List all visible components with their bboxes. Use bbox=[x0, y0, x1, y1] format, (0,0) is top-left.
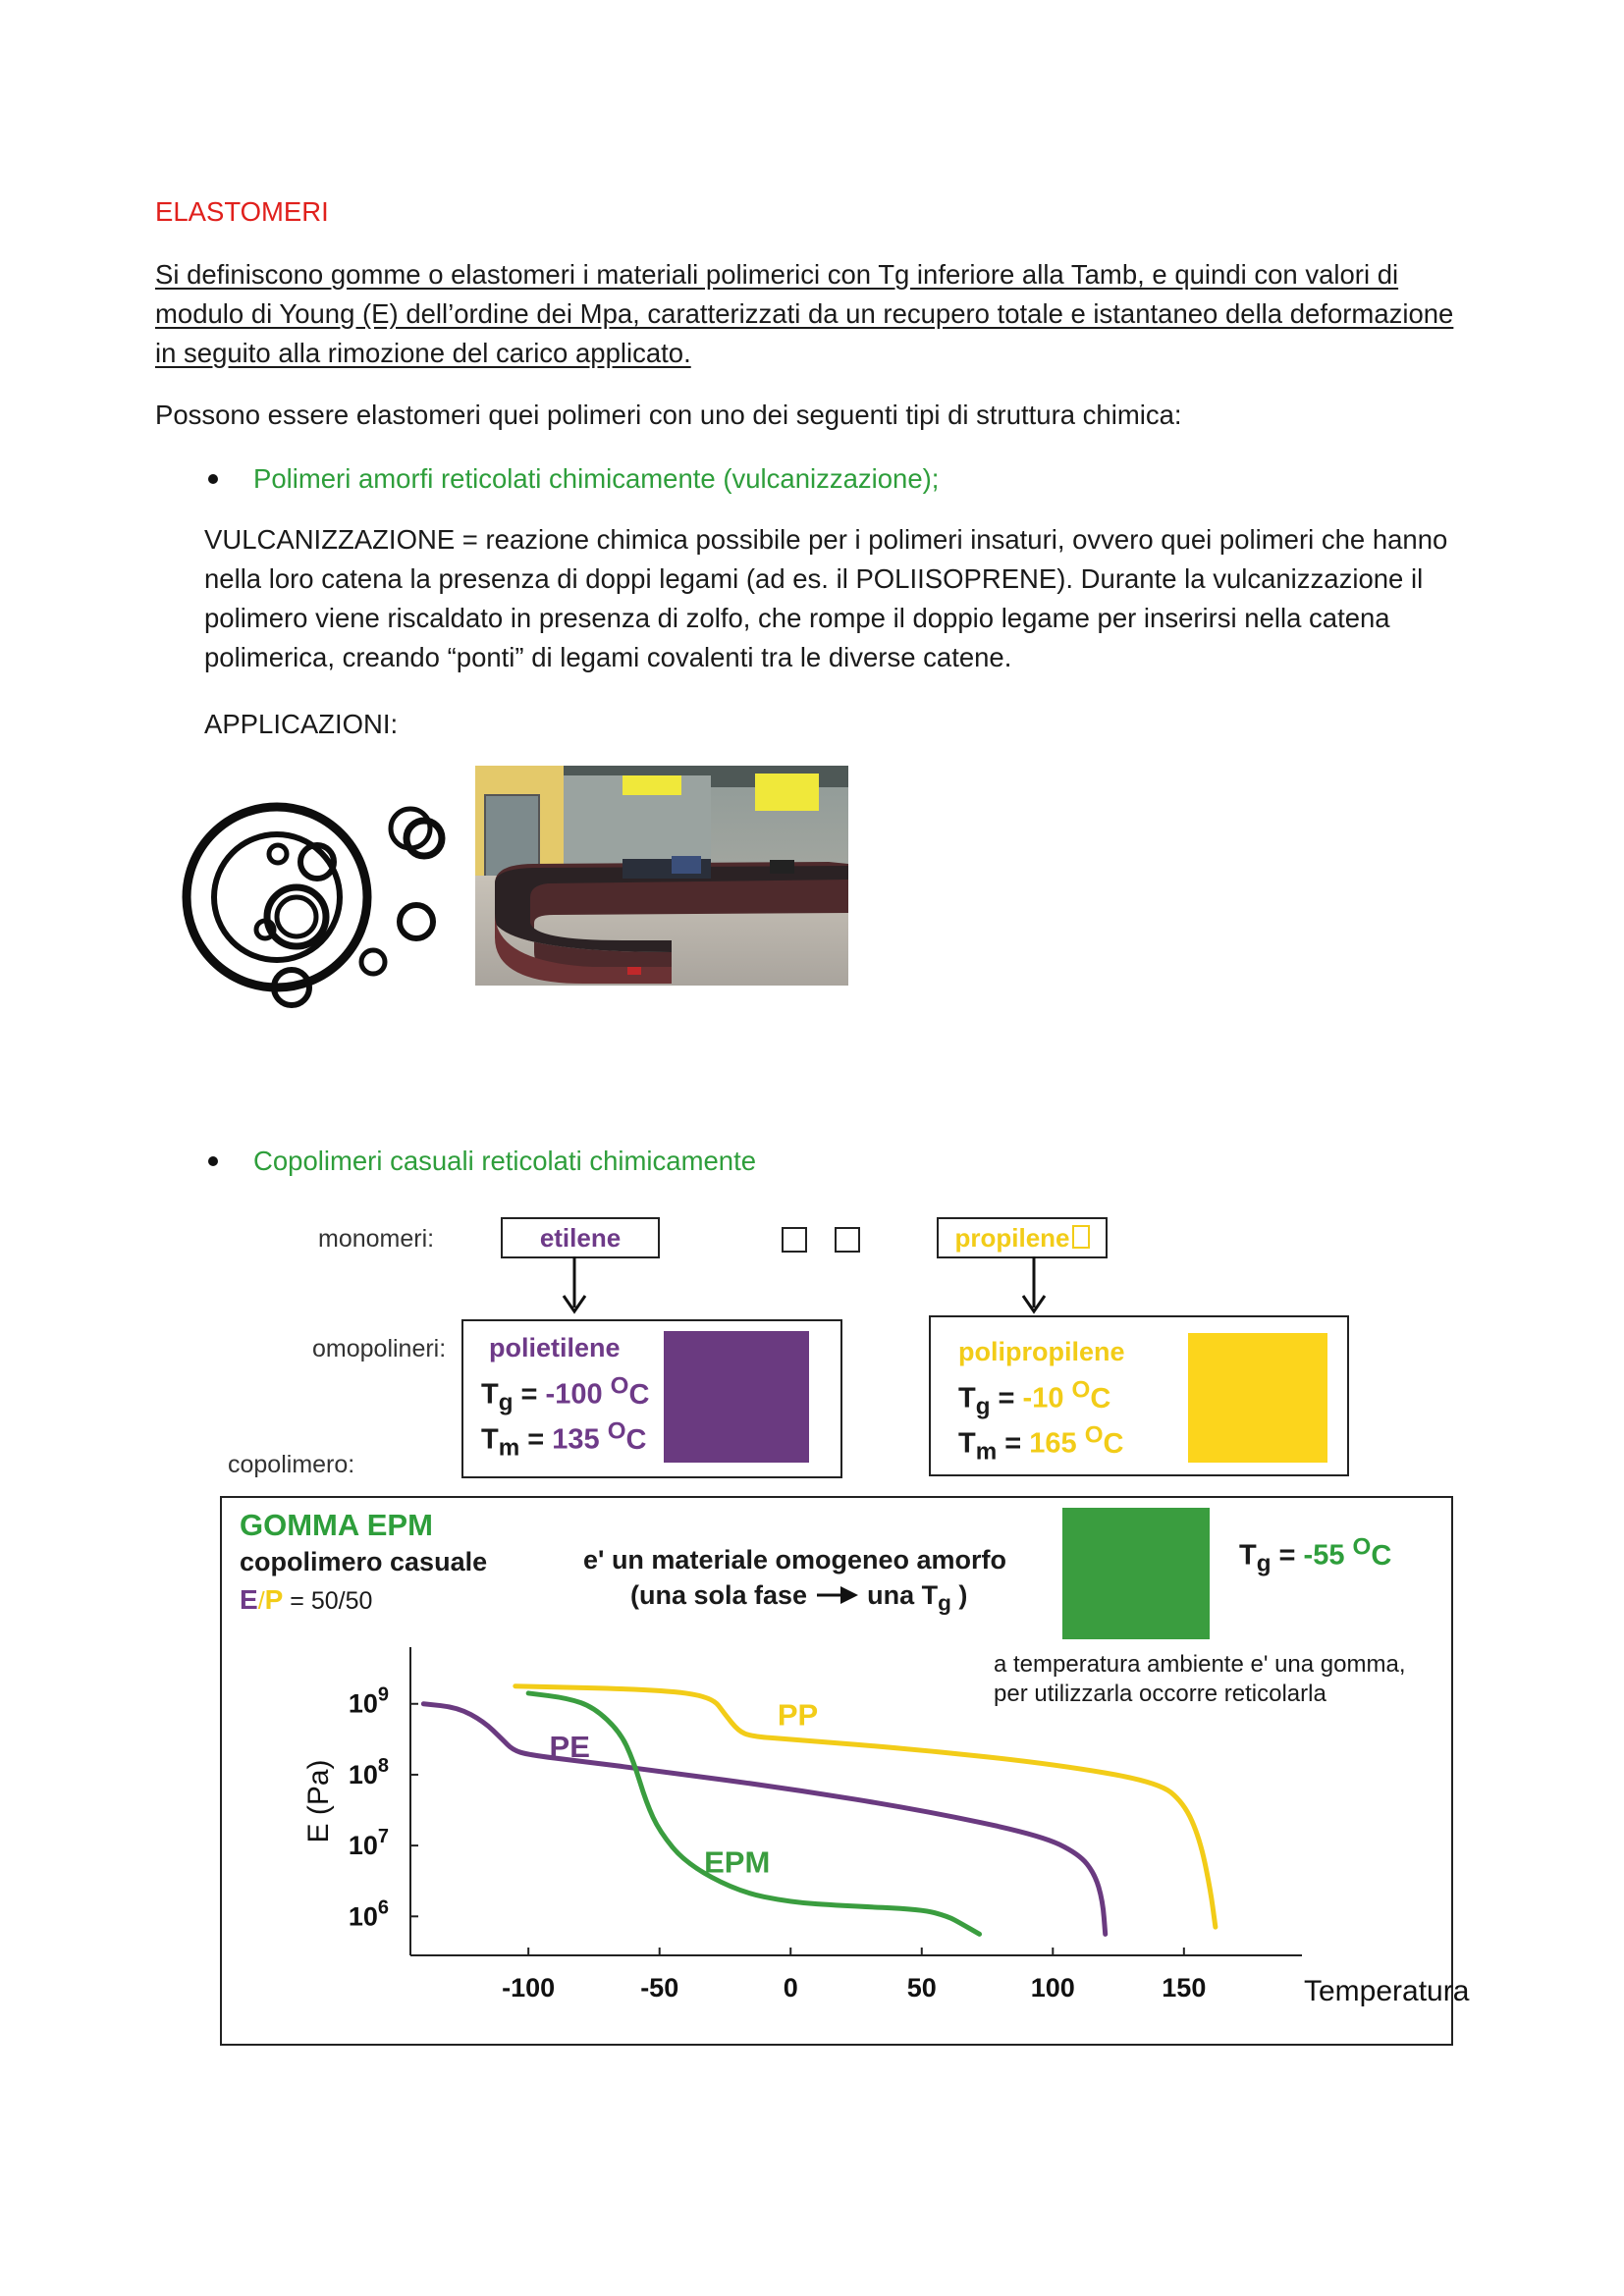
polypropylene-tm-value: 165 bbox=[1029, 1427, 1077, 1460]
polyethylene-tg-value: -100 bbox=[545, 1378, 603, 1411]
epm-tg: $T_g = -55$ $^O$C bbox=[1239, 1533, 1392, 1577]
homopolymers-label: omopolineri: bbox=[312, 1335, 447, 1362]
epm-ratio: E/P = 50/50 bbox=[240, 1584, 373, 1615]
monomer-propylene-box bbox=[937, 1217, 1108, 1258]
polyethylene-tm: $T_m = 135$ $^O$C bbox=[481, 1417, 647, 1462]
copolymer-label: copolimero: bbox=[228, 1451, 355, 1478]
monomers-label: monomeri: bbox=[318, 1225, 435, 1253]
intro-paragraph: Possono essere elastomeri quei polimeri con uno dei seguenti tipi di struttura chimica: bbox=[155, 400, 1182, 430]
o-rings-image bbox=[167, 795, 452, 1011]
modulus-temperature-chart bbox=[222, 1498, 1470, 2044]
note-line2: per utilizzarla occorre reticolarla bbox=[994, 1681, 1326, 1707]
x-tick-label: -50 bbox=[640, 1973, 679, 2002]
applications-label: APPLICAZIONI: bbox=[204, 709, 399, 739]
polyethylene-tm-value: 135 bbox=[552, 1423, 600, 1456]
baggage-carousel-photo bbox=[475, 766, 848, 986]
note-line1: a temperatura ambiente e' una gomma, bbox=[994, 1651, 1406, 1678]
x-tick-label: 0 bbox=[783, 1973, 798, 2002]
placeholder-glyph bbox=[835, 1227, 860, 1253]
x-tick-label: -100 bbox=[502, 1973, 556, 2002]
monomer-ethylene-box bbox=[501, 1217, 660, 1258]
polypropylene-name: polipropilene bbox=[958, 1337, 1125, 1366]
arrow-down-icon bbox=[1019, 1256, 1049, 1315]
arrow-down-icon bbox=[560, 1256, 589, 1315]
x-tick-label: 150 bbox=[1162, 1973, 1207, 2002]
bullet-amorphous-polymers: Polimeri amorfi reticolati chimicamente (vulcanizzazione); bbox=[253, 463, 940, 494]
monomer-ethylene-label: etilene bbox=[539, 1223, 622, 1253]
definition-paragraph: Si definiscono gomme o elastomeri i materiali polimerici con Tg inferiore alla Tamb, e quindi con valori di modulo di Young (E) dell’ordine dei Mpa, caratterizzati da un recupero totale e istantaneo della deformazione in seguito alla rimozione del carico applicato. bbox=[155, 259, 1454, 368]
epm-rubber-panel bbox=[220, 1496, 1470, 2046]
series-label-pp: PP bbox=[777, 1697, 819, 1733]
page-title: ELASTOMERI bbox=[155, 196, 329, 227]
homogeneous-text-line1: e' un materiale omogeneo amorfo bbox=[583, 1545, 1007, 1575]
bullet-dot bbox=[208, 474, 218, 484]
homogeneous-text-line2: (una sola fase una $T_g$ ) bbox=[630, 1580, 968, 1616]
x-axis-label: Temperatura bbox=[1304, 1975, 1470, 2007]
y-tick-label: $10^8$ bbox=[348, 1754, 389, 1789]
series-label-pe: PE bbox=[549, 1729, 590, 1764]
epm-subtitle: copolimero casuale bbox=[240, 1547, 488, 1576]
bullet-random-copolymers: Copolimeri casuali reticolati chimicamente bbox=[253, 1146, 756, 1176]
y-axis-label: E (Pa) bbox=[302, 1759, 335, 1843]
polyethylene-box bbox=[461, 1319, 842, 1478]
epm-tg-value: -55 bbox=[1303, 1539, 1345, 1572]
epm-title: GOMMA EPM bbox=[240, 1508, 433, 1542]
polypropylene-box bbox=[929, 1315, 1349, 1476]
placeholder-glyph bbox=[1072, 1225, 1090, 1249]
polypropylene-color-swatch bbox=[1188, 1333, 1327, 1463]
x-tick-label: 50 bbox=[906, 1973, 937, 2002]
vulcanization-paragraph: VULCANIZZAZIONE = reazione chimica possibile per i polimeri insaturi, ovvero quei polimeri che hanno nella loro catena la presenza di doppi legami (ad es. il POLIISOPRENE). Durante la vulcanizzazione il polimero viene riscaldato in presenza di zolfo, che rompe il doppio legame per inserirsi nella catena polimerica, creando “ponti” di legami covalenti tra le diverse catene. bbox=[204, 524, 1448, 672]
polypropylene-tg-value: -10 bbox=[1022, 1382, 1064, 1415]
series-line-epm bbox=[528, 1693, 979, 1934]
series-label-epm: EPM bbox=[704, 1844, 771, 1880]
y-tick-label: $10^6$ bbox=[348, 1896, 389, 1932]
placeholder-glyph bbox=[782, 1227, 807, 1253]
polypropylene-tg: $T_g = -10$ $^O$C bbox=[958, 1376, 1111, 1420]
y-tick-label: $10^9$ bbox=[348, 1683, 389, 1719]
polypropylene-tm: $T_m = 165$ $^O$C bbox=[958, 1421, 1124, 1466]
monomer-propylene-label: propilene bbox=[954, 1223, 1070, 1253]
polyethylene-color-swatch bbox=[664, 1331, 809, 1463]
polyethylene-name: polietilene bbox=[489, 1333, 621, 1362]
polyethylene-tg: $T_g = -100$ $^O$C bbox=[481, 1372, 650, 1416]
bullet-dot bbox=[208, 1156, 218, 1166]
series-line-pp bbox=[515, 1686, 1216, 1927]
y-tick-label: $10^7$ bbox=[348, 1826, 389, 1861]
x-tick-label: 100 bbox=[1030, 1973, 1075, 2002]
